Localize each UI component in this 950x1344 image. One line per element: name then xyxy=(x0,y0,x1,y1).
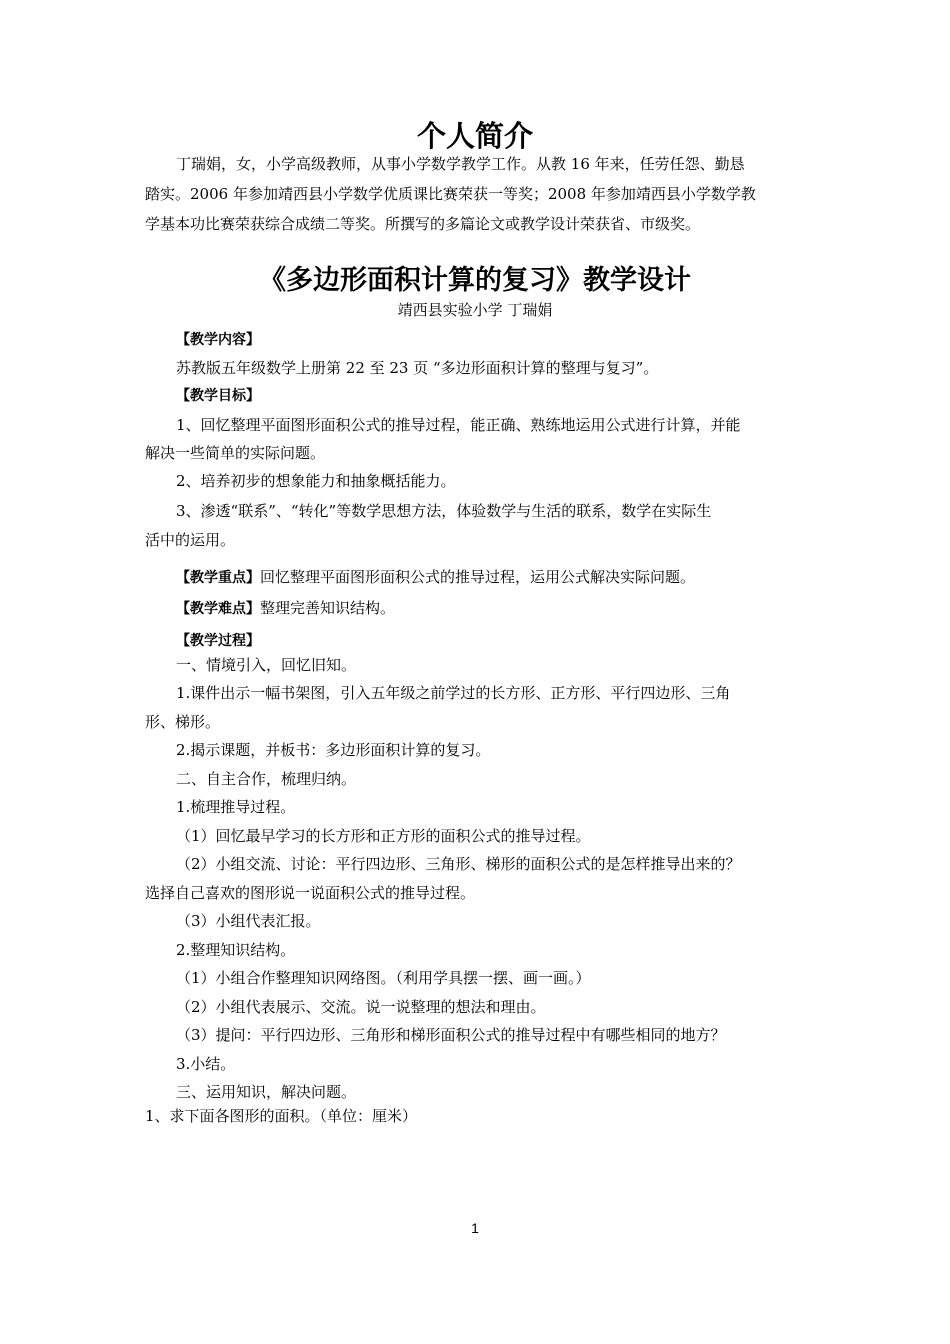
difficulty-point xyxy=(176,598,395,619)
profile-title: 个人简介 xyxy=(416,119,533,153)
design-title: 《多边形面积计算的复习》教学设计 xyxy=(259,265,691,296)
content-text: 苏教版五年级数学上册第 22 至 23 页 “多边形面积计算的整理与复习”。 xyxy=(176,359,659,377)
goal-line: 1、回忆整理平面图形面积公式的推导过程，能正确、熟练地运用公式进行计算，并能 xyxy=(176,416,741,434)
key-point xyxy=(176,567,695,588)
section-heading-goals: 【教学目标】 xyxy=(176,388,260,404)
process-line: （2）小组代表展示、交流。说一说整理的想法和理由。 xyxy=(176,998,546,1016)
process-line: （3）提问：平行四边形、三角形和梯形面积公式的推导过程中有哪些相同的地方？ xyxy=(176,1026,726,1044)
process-line: （1）回忆最早学习的长方形和正方形的面积公式的推导过程。 xyxy=(176,827,591,845)
profile-line: 丁瑞娟，女，小学高级教师，从事小学数学教学工作。从教 16 年来，任劳任怨、勤恳 xyxy=(176,155,745,173)
goal-line: 2、培养初步的想象能力和抽象概括能力。 xyxy=(176,472,456,490)
process-line: （3）小组代表汇报。 xyxy=(176,912,321,930)
process-line: 2.整理知识结构。 xyxy=(176,941,296,959)
section-heading-key: 【教学重点】 xyxy=(176,570,260,586)
process-line: （1）小组合作整理知识网络图。（利用学具摆一摆、画一画。） xyxy=(176,969,591,987)
key-text: 回忆整理平面图形面积公式的推导过程，运用公式解决实际问题。 xyxy=(260,568,696,586)
process-line: 1.课件出示一幅书架图，引入五年级之前学过的长方形、正方形、平行四边形、三角 xyxy=(176,684,731,702)
process-line: 选择自己喜欢的图形说一说面积公式的推导过程。 xyxy=(145,884,476,902)
section-heading-process: 【教学过程】 xyxy=(176,633,260,649)
profile-line: 学基本功比赛荣获综合成绩二等奖。所撰写的多篇论文或教学设计荣获省、市级奖。 xyxy=(145,215,701,233)
process-line: （2）小组交流、讨论：平行四边形、三角形、梯形的面积公式的是怎样推导出来的？ xyxy=(176,855,741,873)
goal-line: 解决一些简单的实际问题。 xyxy=(145,444,326,462)
process-line: 2.揭示课题，并板书：多边形面积计算的复习。 xyxy=(176,741,491,759)
design-subtitle: 靖西县实验小学 丁瑞娟 xyxy=(397,301,553,319)
process-line: 1.梳理推导过程。 xyxy=(176,798,296,816)
goal-line: 3、渗透“联系”、“转化”等数学思想方法，体验数学与生活的联系，数学在实际生 xyxy=(176,502,712,520)
goal-line: 活中的运用。 xyxy=(145,531,236,549)
process-line: 形、梯形。 xyxy=(145,713,221,731)
section-heading-content: 【教学内容】 xyxy=(176,332,260,348)
section-heading-difficulty: 【教学难点】 xyxy=(176,601,260,617)
process-line: 3.小结。 xyxy=(176,1055,236,1073)
process-line: 二、自主合作，梳理归纳。 xyxy=(176,770,357,788)
page-number: 1 xyxy=(471,1220,479,1236)
process-line: 三、运用知识，解决问题。 xyxy=(176,1083,357,1101)
process-line: 1、求下面各图形的面积。（单位：厘米） xyxy=(145,1107,418,1125)
process-line: 一、情境引入，回忆旧知。 xyxy=(176,656,357,674)
profile-line: 踏实。2006 年参加靖西县小学数学优质课比赛荣获一等奖；2008 年参加靖西县小学数学教 xyxy=(145,185,756,203)
difficulty-text: 整理完善知识结构。 xyxy=(260,599,396,617)
